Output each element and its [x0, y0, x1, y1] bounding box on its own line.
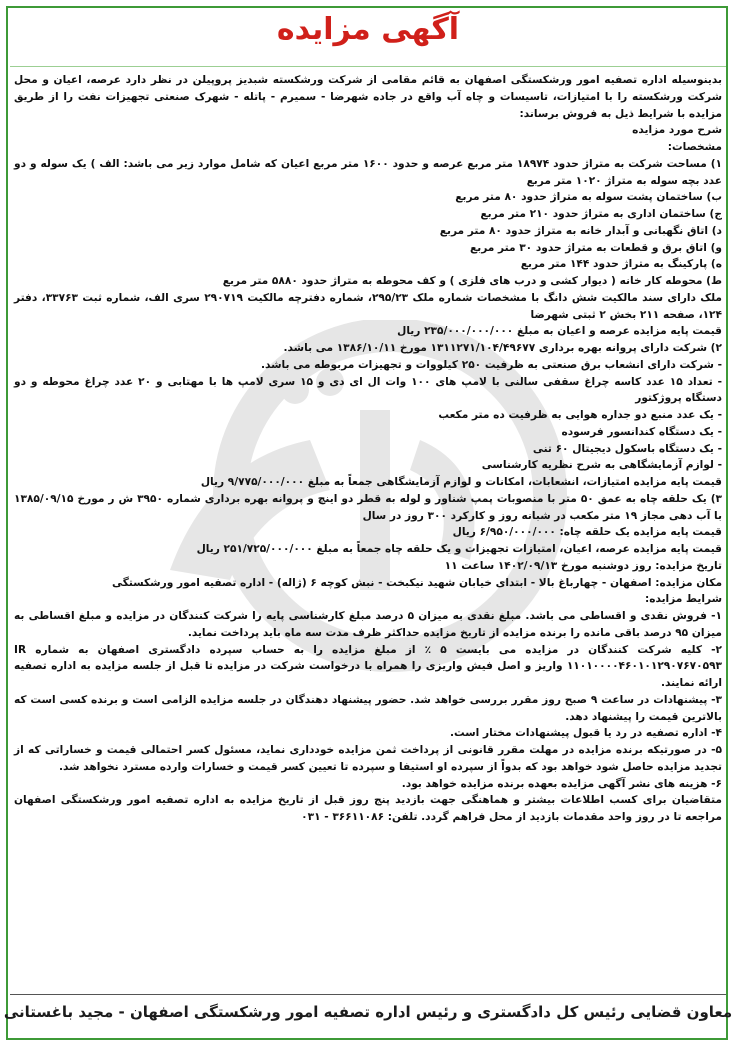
equipment-item: - تعداد ۱۵ عدد کاسه چراغ سقفی سالنی با لامپ های ۱۰۰ وات ال ای دی و ۱۵ سری لامپ ها با مهتابی و ۲۰ عدد چراغ محوطه و دو دستگاه پروژکتور — [14, 375, 723, 405]
spec-item: ۲) شرکت دارای پروانه بهره برداری ۱۳۱۱۲۷۱/۱۰۴/۴۹۶۷۷ مورخ ۱۳۸۶/۱۰/۱۱ می باشد. — [283, 342, 722, 354]
footer-divider — [10, 994, 726, 995]
spec-item: ج) ساختمان اداری به متراژ حدود ۲۱۰ متر مربع — [480, 208, 722, 220]
condition-item: ۳- پیشنهادات در ساعت ۹ صبح روز مقرر بررسی خواهد شد. حضور پیشنهاد دهندگان در جلسه مزایده الزامی است و برنده کسی است که بالاترین قیمت را پیشنهاد دهد. — [14, 693, 722, 723]
specs-heading: مشخصات: — [667, 141, 722, 153]
equipment-item: - یک دستگاه باسکول دیجیتال ۶۰ تنی — [532, 442, 722, 455]
equipment-item: - شرکت دارای انشعاب برق صنعتی به ظرفیت ۲۵۰ کیلووات و تجهیزات مربوطه می باشد. — [260, 358, 722, 371]
condition-item: ۲- کلیه شرکت کنندگان در مزایده می بایست ۵ ٪ از مبلغ مزایده را به حساب سپرده دادگستری اصفهان به شماره IR ۱۱۰۱۰۰۰۰۴۶۰۱۰۱۲۹۰۷۶۷۰۵۹۳ واریز و اصل فیش واریزی را همراه با درخواست شرکت در مزایده تا قبل از جلسه مزایده به اداره تصفیه ارائه نمایند. — [14, 643, 723, 689]
contact-paragraph: متقاضیان برای کسب اطلاعات بیشتر و هماهنگی جهت بازدید پنج روز قبل از تاریخ مزایده به اداره تصفیه امور ورشکستگی اصفهان مراجعه تا در روز واحد مقدمات بازدید از محل فراهم گردد. تلفن: ۳۶۶۱۱۰۸۶ - ۰۳۱ — [14, 794, 722, 823]
title-divider — [10, 66, 726, 67]
notice-body — [14, 72, 722, 826]
condition-item: ۶- هزینه های نشر آگهی مزایده بعهده برنده مزایده خواهد بود. — [401, 777, 722, 790]
base-price-line: قیمت پایه مزایده یک حلقه چاه: ۶/۹۵۰/۰۰۰/۰۰۰ ریال — [452, 526, 722, 539]
auction-date: تاریخ مزایده: روز دوشنبه مورخ ۱۴۰۲/۰۹/۱۳ ساعت ۱۱ — [444, 559, 722, 572]
spec-item: د) اتاق نگهبانی و آبدار خانه به متراژ حدود ۸۰ متر مربع — [439, 224, 722, 237]
spec-item: ۱) مساحت شرکت به متراژ حدود ۱۸۹۷۴ متر مربع عرصه و حدود ۱۶۰۰ متر مربع اعیان که شامل موارد زیر می باشد: الف ) یک سوله و دو عدد بچه سوله به متراژ ۱۰۲۰ متر مربع — [14, 157, 722, 187]
base-price-line: قیمت پایه مزایده عرصه، اعیان، امتیازات تجهیزات و یک حلقه چاه جمعاً به مبلغ ۲۵۱/۷۲۵/۰۰۰/۰۰۰ ریال — [196, 543, 722, 555]
base-price-line: قیمت پایه مزایده عرصه و اعیان به مبلغ ۲۳۵/۰۰۰/۰۰۰/۰۰۰ ریال — [397, 325, 722, 338]
spec-item: ه) پارکینگ به متراژ حدود ۱۴۴ متر مربع — [520, 258, 722, 271]
notice-title: آگهی مزایده — [276, 12, 460, 47]
intro-paragraph: بدینوسیله اداره تصفیه امور ورشکستگی اصفهان به قائم مقامی از شرکت ورشکسته شبدیز پروپیلن در نظر دارد عرصه، اعیان و محل شرکت ورشکسته را با امتیازات، تاسیسات و چاه آب واقع در جاده شهرضا - سمیرم - پاتله - شهرک صنعتی تجهیزات نفت را از طریق مزایده با شرایط ذیل به فروش برساند: — [14, 74, 722, 120]
section-heading: شرح مورد مزایده — [632, 124, 722, 137]
deed-details: ملک دارای سند مالکیت شش دانگ با مشخصات شماره ملک ۲۹۵/۲۳، شماره دفترچه مالکیت ۲۹۰۷۱۹ سری الف، شماره ثبت ۳۳۷۶۳، دفتر ۱۲۴، صفحه ۲۱۱ بخش ۲ ثبتی شهرضا — [14, 291, 722, 321]
condition-item: ۴- اداره تصفیه در رد یا قبول پیشنهادات مختار است. — [450, 727, 722, 740]
spec-item: و) اتاق برق و قطعات به متراژ حدود ۳۰ متر مربع — [469, 241, 722, 254]
equipment-item: - یک عدد منبع دو جداره هوایی به ظرفیت ده متر مکعب — [438, 409, 722, 421]
spec-item: ۳) یک حلقه چاه به عمق ۵۰ متر با منصوبات پمپ شناور و لوله به قطر دو اینچ و پروانه بهره برداری شماره ۳۹۵۰ ش ر مورخ ۱۳۸۵/۰۹/۱۵ با آب دهی مجاز ۱۹ متر مکعب در شبانه روز و کارکرد ۳۰۰ روز در سال — [14, 492, 723, 522]
spec-item: ب) ساختمان پشت سوله به متراژ حدود ۸۰ متر مربع — [455, 191, 722, 204]
base-price-line: قیمت پایه مزایده امتیازات، انشعابات، امکانات و لوازم آزمایشگاهی جمعاً به مبلغ ۹/۷۷۵/۰۰۰/۰۰۰ ریال — [200, 476, 722, 488]
equipment-item: - یک دستگاه کندانسور فرسوده — [561, 425, 722, 438]
equipment-item: - لوازم آزمایشگاهی به شرح نظریه کارشناسی — [481, 459, 722, 472]
condition-item: ۵- در صورتیکه برنده مزایده در مهلت مقرر قانونی از پرداخت ثمن مزایده خودداری نماید، مسئول کسر احتمالی قیمت و خساراتی که از تجدید مزایده حاصل شود خواهد بود که بدواً از سپرده او استیفا و سپرده تا تعیین کسر قیمت و خسارات وارده مسترد نخواهد شد. — [14, 744, 722, 773]
spec-item: ط) محوطه کار خانه ( دیوار کشی و درب های فلزی ) و کف محوطه به متراژ حدود ۵۸۸۰ متر مربع — [222, 275, 722, 287]
signature-line: معاون قضایی رئیس کل دادگستری و رئیس اداره تصفیه امور ورشکستگی اصفهان - مجید باغستانی — [3, 1003, 733, 1021]
condition-item: ۱- فروش نقدی و اقساطی می باشد. مبلغ نقدی به میزان ۵ درصد مبلغ کارشناسی پایه را شرکت کنندگان در مزایده و مبلغ اقساطی به میزان ۹۵ درصد باقی مانده را برنده مزایده از تاریخ مزایده حداکثر ظرف مدت سه ماه باید پرداخت نماید. — [14, 610, 722, 639]
auction-location: مکان مزایده: اصفهان - چهارباغ بالا - ابتدای خیابان شهید نیکبخت - نبش کوچه ۶ (ژاله) - اداره تصفیه امور ورشکستگی — [112, 576, 722, 589]
conditions-heading: شرایط مزایده: — [644, 593, 722, 606]
